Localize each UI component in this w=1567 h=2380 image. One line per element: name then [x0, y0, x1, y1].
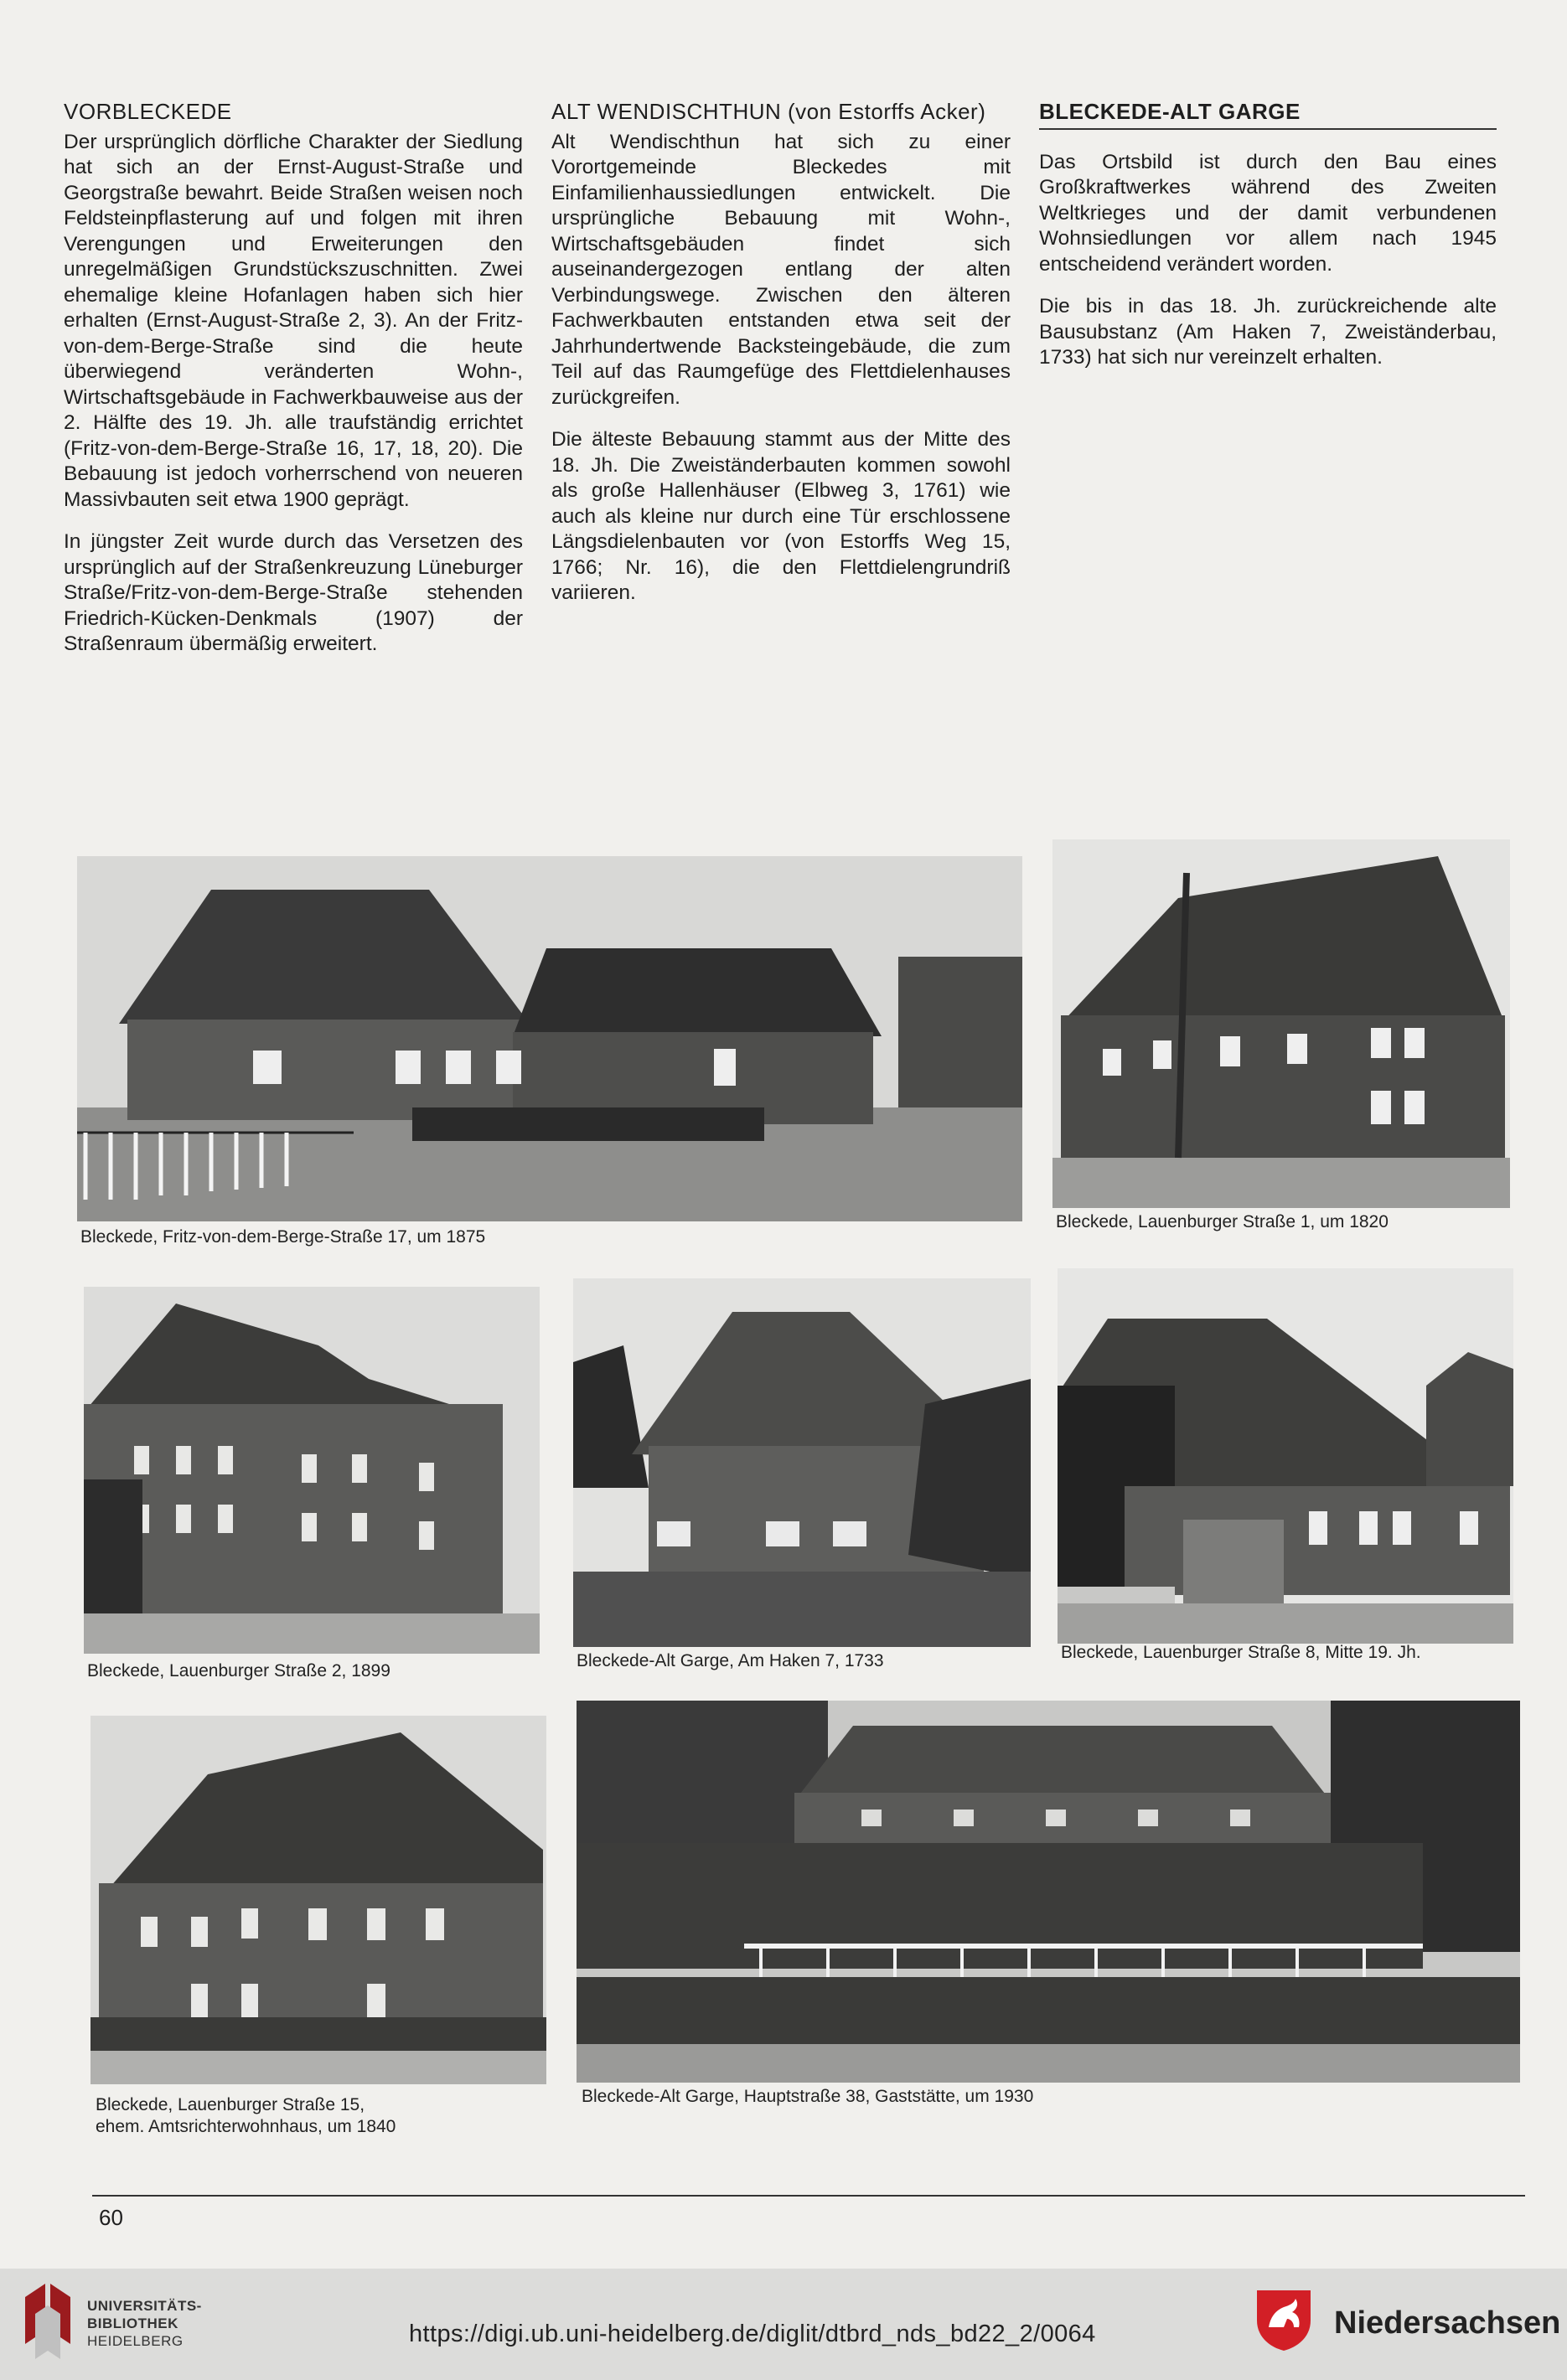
section-heading: ALT WENDISCHTHUN (von Estorffs Acker) [551, 99, 986, 124]
niedersachsen-label[interactable]: Niedersachsen [1334, 2305, 1561, 2341]
photo-lauenburger-strasse-2 [84, 1287, 540, 1654]
paragraph: Der ursprünglich dörfliche Charakter der Siedlung hat sich an der Ernst-August-Straße und Georgstraße bewahrt. Beide Straßen weisen noch Feldsteinpflasterung auf und folgen mit ihren Verengungen und Erweiterungen den unregelmäßigen Grundstückszuschnitten. Zwei ehemalige kleine Hofanlagen haben sich hier erhalten (Ernst-August-Straße 2, 3). An der Fritz-von-dem-Berge-Straße sind die heute überwiegend veränderten Wohn-, Wirtschaftsgebäude in Fachwerkbauweise aus der 2. Hälfte des 19. Jh. alle traufständig errichtet (Fritz-von-dem-Berge-Straße 16, 17, 18, 20). Die Bebauung ist jedoch vorherrschend von neueren Massivbauten seit etwa 1900 geprägt. [64, 130, 523, 511]
page-number: 60 [99, 2205, 123, 2230]
university-library-logo-icon [18, 2280, 77, 2362]
photo-caption: Bleckede, Lauenburger Straße 1, um 1820 [1056, 1212, 1389, 1231]
photo-caption: Bleckede, Lauenburger Straße 15, ehem. Amtsrichterwohnhaus, um 1840 [96, 2095, 396, 2136]
photo-caption: Bleckede-Alt Garge, Am Haken 7, 1733 [577, 1651, 884, 1670]
section-heading: VORBLECKEDE [64, 99, 232, 124]
photo-hauptstrasse-38 [577, 1701, 1520, 2083]
photo-caption: Bleckede, Fritz-von-dem-Berge-Straße 17, um 1875 [80, 1227, 486, 1247]
footer-rule [92, 2195, 1525, 2197]
paragraph: Die bis in das 18. Jh. zurückreichende alte Bausubstanz (Am Haken 7, Zweiständerbau, 1733) hat sich nur vereinzelt erhalten. [1039, 295, 1497, 369]
paragraph: In jüngster Zeit wurde durch das Versetzen des ursprünglich auf der Straßenkreuzung Lüneburger Straße/Fritz-von-dem-Berge-Straße stehenden Friedrich-Kücken-Denkmals (1907) der Straßenraum übermäßig erweitert. [64, 530, 523, 655]
photo-lauenburger-strasse-1 [1052, 839, 1510, 1208]
section-heading: BLECKEDE-ALT GARGE [1039, 99, 1497, 130]
photo-lauenburger-strasse-15 [91, 1716, 546, 2084]
paragraph: Die älteste Bebauung stammt aus der Mitte des 18. Jh. Die Zweiständerbauten kommen sowohl als große Hallenhäuser (Elbweg 3, 1761) wie auch als kleine nur durch eine Tür erschlossene Längsdielenbauten vor (von Estorffs Weg 15, 1766; Nr. 16), die den Flettdielengrundriß variieren. [551, 428, 1011, 604]
niedersachsen-coat-of-arms-icon [1250, 2285, 1317, 2352]
photo-lauenburger-strasse-8 [1058, 1268, 1513, 1644]
photo-caption: Bleckede-Alt Garge, Hauptstraße 38, Gaststätte, um 1930 [582, 2087, 1034, 2106]
page-url-link[interactable]: https://digi.ub.uni-heidelberg.de/diglit/dtbrd_nds_bd22_2/0064 [409, 2321, 1096, 2347]
library-name[interactable]: UNIVERSITÄTS- BIBLIOTHEK HEIDELBERG [87, 2298, 202, 2349]
photo-fritz-von-dem-berge-strasse-17 [77, 856, 1022, 1221]
column-alt-wendischthun [551, 99, 1011, 623]
column-vorbleckede [64, 99, 523, 674]
paragraph: Alt Wendischthun hat sich zu einer Vorortgemeinde Bleckedes mit Einfamilienhaussiedlungen entwickelt. Die ursprüngliche Bebauung mit Wohn-, Wirtschaftsgebäuden findet sich auseinandergezogen entlang der alten Verbindungswege. Zwischen den älteren Fachwerkbauten entstanden etwa seit der Jahrhundertwende Backsteingebäude, die zum Teil auf das Raumgefüge des Flettdielenhauses zurückgreifen. [551, 130, 1011, 409]
photo-am-haken-7 [573, 1278, 1031, 1647]
paragraph: Das Ortsbild ist durch den Bau eines Großkraftwerkes während des Zweiten Weltkrieges und der damit verbundenen Wohnsiedlungen vor allem nach 1945 entscheidend verändert worden. [1039, 150, 1497, 276]
photo-caption: Bleckede, Lauenburger Straße 2, 1899 [87, 1661, 390, 1680]
column-bleckede-alt-garge [1039, 99, 1497, 388]
photo-caption: Bleckede, Lauenburger Straße 8, Mitte 19. Jh. [1061, 1643, 1421, 1662]
